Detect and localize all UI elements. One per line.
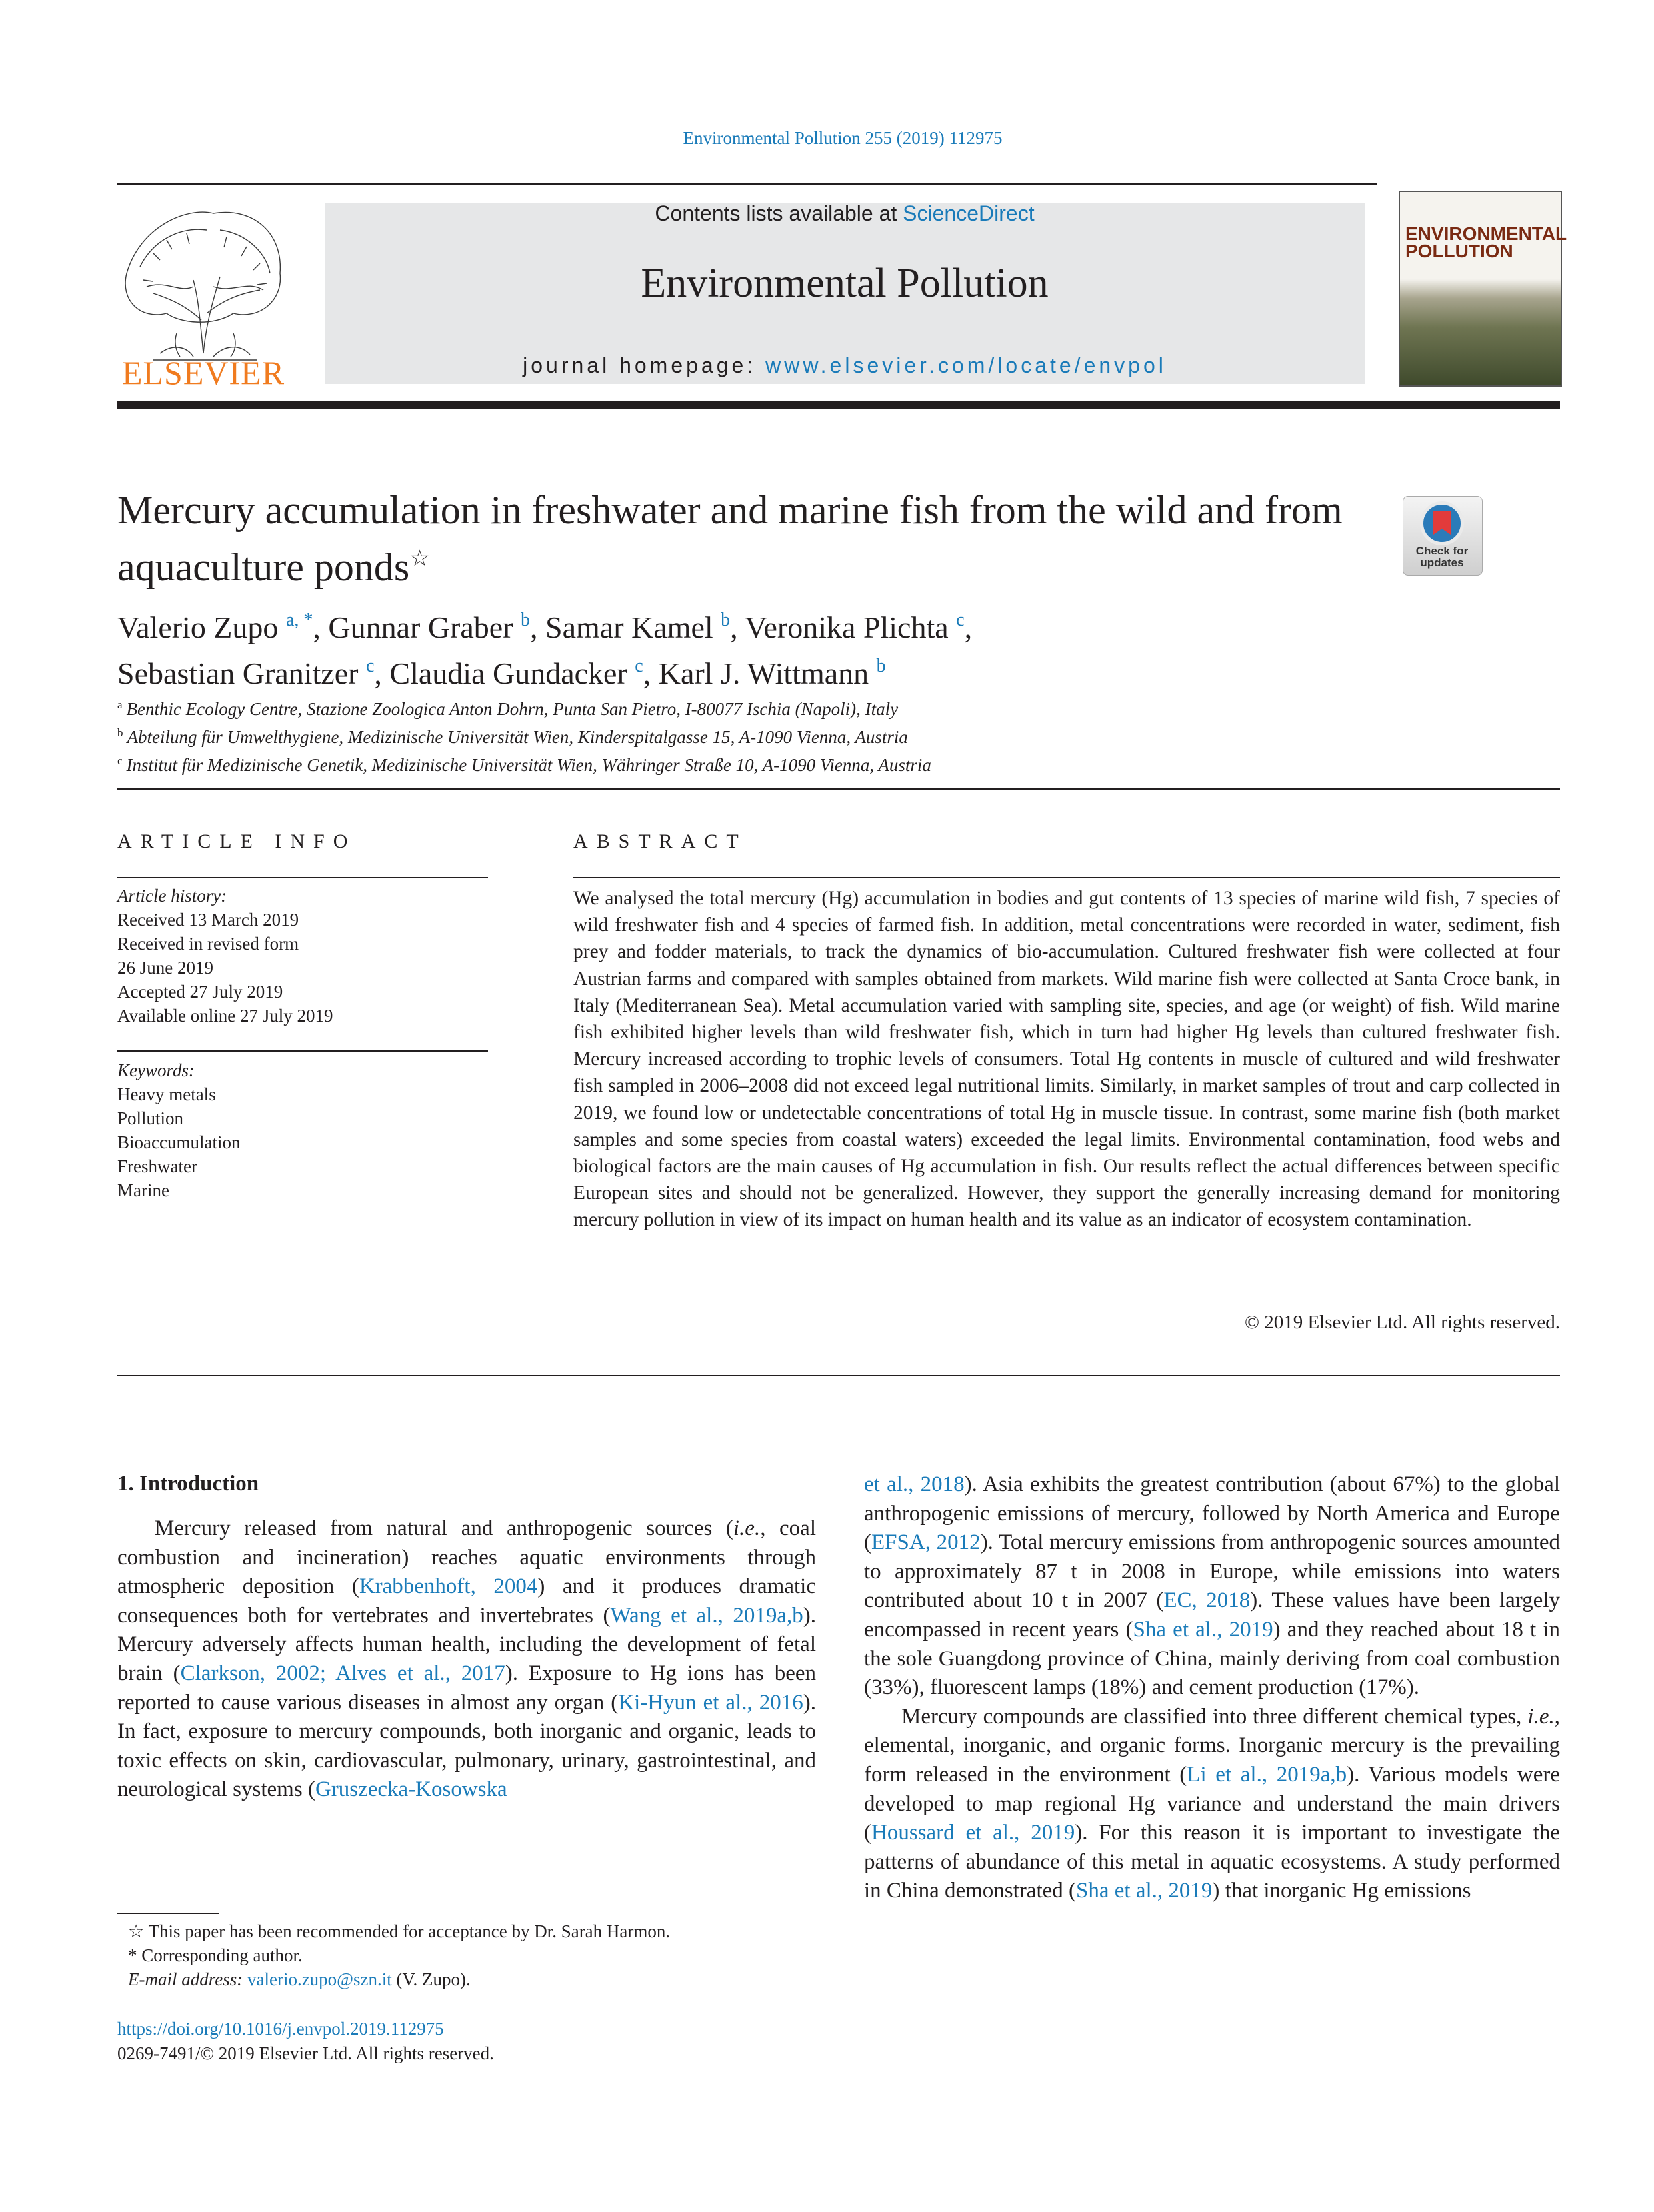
author-affiliation-mark[interactable]: c xyxy=(956,610,965,630)
paragraph-text: ). In fact, exposure to mercury compounds, both inorganic and organic, leads to toxic effects on skin, cardiovascular, pulmonary, urinary, gastrointestinal, and neurological systems ( xyxy=(117,1690,817,1802)
corresponding-author-footnote: * Corresponding author. xyxy=(128,1945,303,1965)
paragraph-text: ) and it produces dramatic consequences both for vertebrates and invertebrates ( xyxy=(117,1574,816,1628)
keyword: Marine xyxy=(117,1180,169,1200)
affiliation-mark: b xyxy=(117,726,123,739)
affiliation-list xyxy=(117,693,1384,777)
paragraph-text: , elemental, inorganic, and organic forms. Inorganic mercury is the prevailing form released in the environment ( xyxy=(864,1704,1560,1787)
contents-available-line xyxy=(325,201,1365,226)
author-separator: , xyxy=(313,610,329,644)
author-affiliation-mark[interactable]: c xyxy=(635,656,643,676)
author-name: Sebastian Granitzer xyxy=(117,656,366,690)
journal-citation[interactable]: Environmental Pollution 255 (2019) 112975 xyxy=(683,128,1003,148)
keyword: Freshwater xyxy=(117,1156,197,1176)
journal-title: Environmental Pollution xyxy=(641,261,1049,306)
author-separator: , xyxy=(964,610,973,644)
journal-cover-image xyxy=(1399,191,1567,387)
affiliation xyxy=(117,749,1384,777)
affiliation-mark: c xyxy=(117,754,123,767)
citation-link[interactable]: Li et al., 2019a,b xyxy=(1187,1762,1347,1787)
author-name: Valerio Zupo xyxy=(117,610,286,644)
sciencedirect-link[interactable]: ScienceDirect xyxy=(903,201,1035,225)
citation-link[interactable]: Ki-Hyun et al., 2016 xyxy=(618,1690,803,1715)
elsevier-wordmark: ELSEVIER xyxy=(121,354,285,391)
keywords-label: Keywords: xyxy=(117,1060,195,1080)
paragraph-text: ) that inorganic Hg emissions xyxy=(1212,1879,1471,1903)
author-affiliation-mark[interactable]: a, * xyxy=(285,610,313,630)
doi-link[interactable]: https://doi.org/10.1016/j.envpol.2019.112975 xyxy=(117,2019,444,2039)
citation-link[interactable]: Wang et al., 2019a,b xyxy=(610,1603,803,1628)
doi-block xyxy=(117,2017,816,2066)
citation-link[interactable]: Houssard et al., 2019 xyxy=(871,1821,1075,1845)
email-link[interactable]: valerio.zupo@szn.it xyxy=(247,1969,392,1989)
author-list xyxy=(117,601,1384,693)
keyword: Heavy metals xyxy=(117,1084,216,1104)
history-label: Article history: xyxy=(117,886,227,906)
paragraph-text: ). Asia exhibits the greatest contribution (about 67%) to the global anthropogenic emissions of mercury, followed by North America and Europe ( xyxy=(864,1472,1561,1555)
history-entry: 26 June 2019 xyxy=(117,958,213,978)
contents-prefix: Contents lists available at xyxy=(655,201,903,225)
introduction-paragraph xyxy=(864,1703,1560,1906)
author-affiliation-mark[interactable]: c xyxy=(365,656,375,676)
author-affiliation-mark[interactable]: b xyxy=(876,656,886,676)
italic-text: i.e. xyxy=(733,1516,761,1540)
keywords xyxy=(117,1058,491,1202)
citation-link[interactable]: Sha et al., 2019 xyxy=(1133,1617,1273,1642)
author-name: Samar Kamel xyxy=(545,610,721,644)
affiliation-text: Institut für Medizinische Genetik, Medizinische Universität Wien, Währinger Straße 10, A-1090 Vienna, Austria xyxy=(126,755,931,775)
paragraph-text: ) and they reached about 18 t in the sole Guangdong province of China, mainly deriving from coal combustion (33%), fluorescent lamps (18%) and cement production (17%). xyxy=(864,1617,1560,1700)
author-separator: , xyxy=(374,656,390,690)
article-history xyxy=(117,884,491,1028)
footnotes xyxy=(117,1919,816,1991)
citation-link[interactable]: et al., 2018 xyxy=(864,1472,965,1496)
history-entry: Received 13 March 2019 xyxy=(117,910,299,930)
abstract-text: We analysed the total mercury (Hg) accumulation in bodies and gut contents of 13 species of marine wild fish, 7 species of wild freshwater fish and 4 species of farmed fish. In addition, metal concentrations were recorded in water, sediment, fish prey and fodder materials, to track the dynamics of bio-accumulation. Cultured freshwater fish were collected at four Austrian farms and compared with samples obtained from markets. Wild marine fish were collected at Santa Croce bank, in Italy (Mediterranean Sea). Metal accumulation varied with sampling site, species, and age (or weight) of fish. Wild marine fish exhibited higher levels than wild freshwater fish, which in turn had higher Hg levels than cultured freshwater fish. Mercury increased according to trophic levels of consumers. Total Hg contents in muscle of cultured and wild freshwater fish sampled in 2006–2008 did not exceed legal nutritional limits. Similarly, in market samples of trout and carp collected in 2019, we found low or undetectable concentrations of total Hg in muscle tissue. In contrast, some marine fish (both market samples and some species from coastal waters) exceeded the legal limits. Environmental contamination, food webs and biological factors are the main causes of Hg accumulation in fish. Our results reflect the actual differences between specific European sites and should not be generalized. However, they support the generally increasing demand for monitoring mercury pollution in view of its impact on human health and its value as an indicator of ecosystem contamination. xyxy=(573,888,1560,1231)
section-divider xyxy=(117,788,1560,790)
affiliation xyxy=(117,721,1384,749)
author-name: Karl J. Wittmann xyxy=(658,656,877,690)
paragraph-text: Mercury released from natural and anthropogenic sources ( xyxy=(155,1516,733,1540)
email-suffix: (V. Zupo). xyxy=(391,1969,471,1989)
abstract-heading: ABSTRACT xyxy=(573,830,747,852)
history-entry: Received in revised form xyxy=(117,934,299,954)
journal-homepage-line xyxy=(325,353,1365,378)
cover-title: ENVIRONMENTAL POLLUTION xyxy=(1405,223,1567,261)
citation-link[interactable]: EFSA, 2012 xyxy=(871,1530,981,1555)
citation-link[interactable]: Clarkson, 2002; Alves et al., 2017 xyxy=(180,1661,505,1685)
author-affiliation-mark[interactable]: b xyxy=(721,610,731,630)
affiliation-text: Benthic Ecology Centre, Stazione Zoologica Anton Dohrn, Punta San Pietro, I-80077 Ischia (Napoli), Italy xyxy=(126,699,899,719)
italic-text: i.e. xyxy=(1527,1704,1555,1729)
journal-homepage-link[interactable]: www.elsevier.com/locate/envpol xyxy=(765,353,1167,377)
history-entry: Available online 27 July 2019 xyxy=(117,1006,333,1026)
header-rule xyxy=(117,183,1377,185)
abstract-copyright: © 2019 Elsevier Ltd. All rights reserved. xyxy=(1244,1312,1560,1333)
author-name: Claudia Gundacker xyxy=(389,656,635,690)
citation-link[interactable]: EC, 2018 xyxy=(1163,1588,1251,1613)
paragraph-text: , coal combustion and incineration) reaches aquatic environments through atmospheric deposition ( xyxy=(117,1516,816,1599)
abstract-rule xyxy=(573,877,1560,878)
citation-link[interactable]: Gruszecka-Kosowska xyxy=(315,1777,507,1802)
body-column-left xyxy=(117,1514,816,1805)
section-divider xyxy=(117,1375,1560,1376)
keyword: Pollution xyxy=(117,1108,184,1128)
paragraph-text: ). Mercury adversely affects human health, including the development of fetal brain ( xyxy=(117,1603,816,1685)
keyword-items xyxy=(117,1082,491,1202)
paragraph-text: ). Various models were developed to map regional Hg variance and understand the main drivers ( xyxy=(864,1762,1561,1845)
email-label: E-mail address: xyxy=(128,1969,247,1989)
paragraph-text: ). For this reason it is important to investigate the patterns of abundance of this metal in aquatic ecosystems. A study performed in China demonstrated ( xyxy=(864,1821,1560,1903)
affiliation xyxy=(117,693,1384,721)
check-for-updates-label: Check for updates xyxy=(1415,545,1469,569)
introduction-paragraph xyxy=(864,1470,1560,1703)
body-column-right xyxy=(864,1470,1560,1906)
footnote-rule xyxy=(117,1913,219,1914)
email-footnote xyxy=(117,1967,816,1991)
paragraph-text: ). Total mercury emissions from anthropogenic sources amounted to approximately 87 t in 2008 in Europe, while emissions into waters contributed about 10 t in 2007 ( xyxy=(864,1530,1560,1613)
author-separator: , xyxy=(530,610,546,644)
author-separator: , xyxy=(730,610,745,644)
article-title-text: Mercury accumulation in freshwater and marine fish from the wild and from aquaculture ponds xyxy=(117,488,1343,589)
article-info-heading: ARTICLE INFO xyxy=(117,830,357,852)
paragraph-text: ). These values have been largely encompassed in recent years ( xyxy=(864,1588,1560,1642)
affiliation-mark: a xyxy=(117,698,123,711)
author-name: Veronika Plichta xyxy=(745,610,957,644)
author-affiliation-mark[interactable]: b xyxy=(521,610,531,630)
paragraph-text: ). Exposure to Hg ions has been reported to cause various diseases in almost any organ ( xyxy=(117,1661,816,1715)
citation-link[interactable]: Krabbenhoft, 2004 xyxy=(359,1574,538,1599)
history-items xyxy=(117,908,491,1028)
author-name: Gunnar Graber xyxy=(328,610,521,644)
recommendation-footnote: ☆ This paper has been recommended for acceptance by Dr. Sarah Harmon. xyxy=(128,1921,671,1941)
history-entry: Accepted 27 July 2019 xyxy=(117,982,283,1002)
affiliation-text: Abteilung für Umwelthygiene, Medizinische Universität Wien, Kinderspitalgasse 15, A-1090 Vienna, Austria xyxy=(127,727,908,747)
issn-copyright: 0269-7491/© 2019 Elsevier Ltd. All rights reserved. xyxy=(117,2043,494,2063)
keywords-rule xyxy=(117,1050,488,1052)
article-info-rule xyxy=(117,877,488,878)
paragraph-text: Mercury compounds are classified into three different chemical types, xyxy=(901,1704,1528,1729)
introduction-paragraph xyxy=(117,1514,816,1805)
homepage-prefix: journal homepage: xyxy=(523,353,766,377)
citation-link[interactable]: Sha et al., 2019 xyxy=(1076,1879,1213,1903)
header-thick-rule xyxy=(117,401,1560,409)
author-separator: , xyxy=(643,656,659,690)
article-title xyxy=(117,485,1384,592)
title-footnote-mark[interactable]: ☆ xyxy=(409,547,430,571)
introduction-heading: 1. Introduction xyxy=(117,1472,259,1496)
keyword: Bioaccumulation xyxy=(117,1132,241,1152)
